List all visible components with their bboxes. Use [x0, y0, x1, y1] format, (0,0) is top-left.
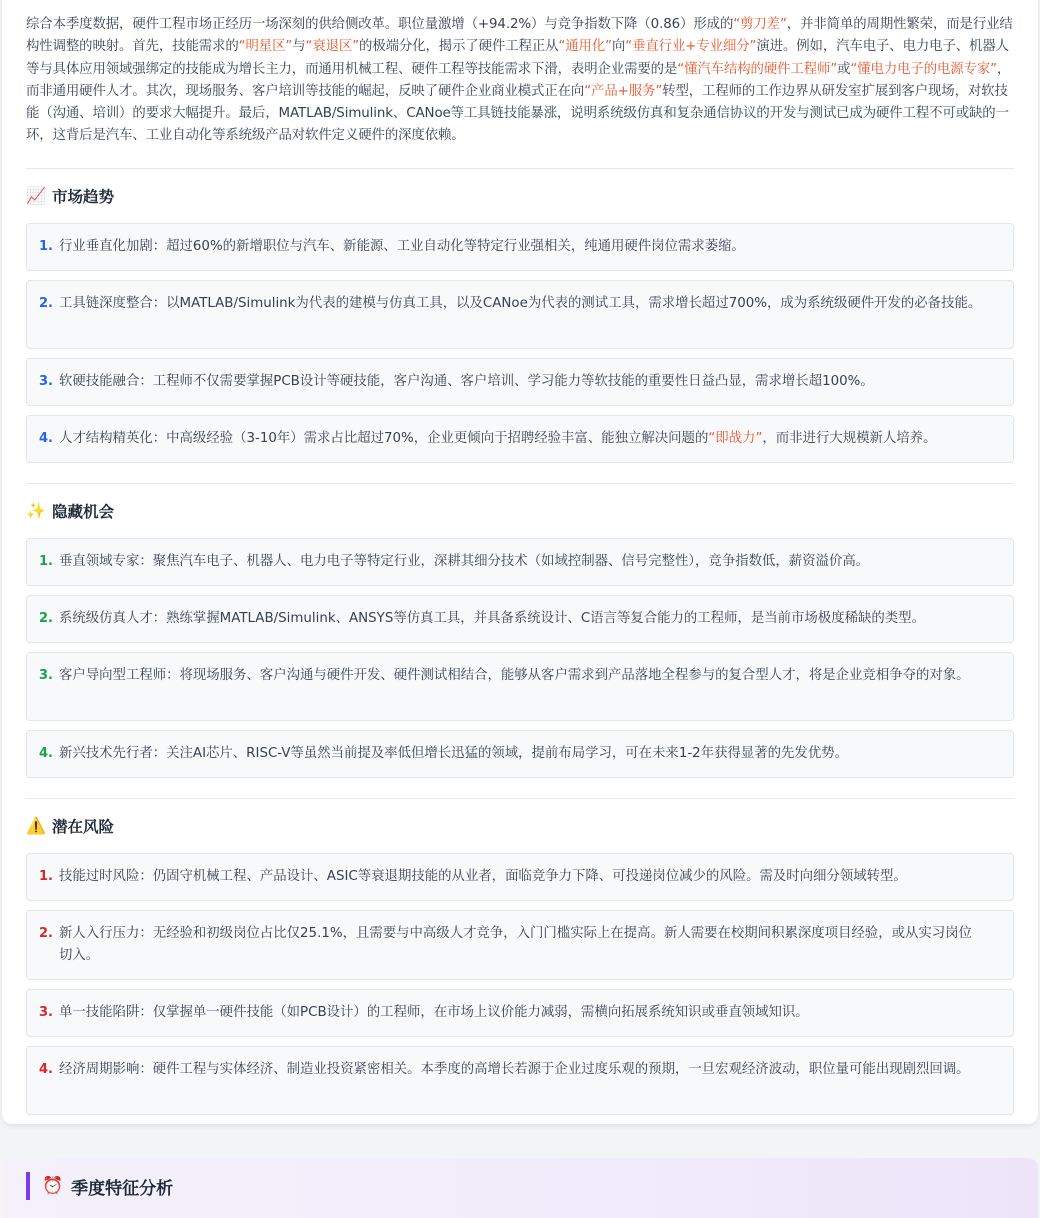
list-item: 3. 单一技能陷阱：仅掌握单一硬件技能（如PCB设计）的工程师，在市场上议价能力减弱，需横向拓展系统知识或垂直领域知识。 [26, 989, 1014, 1037]
highlight-vertical-specialization: “垂直行业+专业细分” [625, 39, 757, 55]
highlight-decline-zone: “衰退区” [305, 39, 360, 55]
section-title: 潜在风险 [52, 817, 115, 836]
list-item: 3. 客户导向型工程师：将现场服务、客户沟通与硬件开发、硬件测试相结合，能够从客户需求到产品落地全程参与的复合型人才，将是企业竞相争夺的对象。 [26, 652, 1014, 721]
list-item: 1. 技能过时风险：仍固守机械工程、产品设计、ASIC等衰退期技能的从业者，面临竞争力下降、可投递岗位减少的风险。需及时向细分领域转型。 [26, 853, 1014, 901]
list-item: 4. 人才结构精英化：中高级经验（3-10年）需求占比超过70%，企业更倾向于招聘经验丰富、能独立解决问题的“即战力”，而非进行大规模新人培养。 [26, 415, 1014, 463]
potential-risks-section [26, 799, 1014, 1136]
hidden-opportunities-section [26, 484, 1014, 799]
hidden-opportunities-heading [26, 498, 1014, 524]
list-item: 1. 垂直领域专家：聚焦汽车电子、机器人、电力电子等特定行业，深耕其细分技术（如域控制器、信号完整性），竞争指数低，薪资溢价高。 [26, 538, 1014, 586]
highlight-ready-talent: “即战力” [708, 430, 763, 446]
highlight-product-service: “产品+服务” [584, 83, 663, 99]
potential-risks-heading [26, 813, 1014, 839]
list-item: 4. 经济周期影响：硬件工程与实体经济、制造业投资紧密相关。本季度的高增长若源于企业过度乐观的预期，一旦宏观经济波动，职位量可能出现剧烈回调。 [26, 1046, 1014, 1115]
quarterly-features-heading [26, 1172, 1014, 1200]
market-trends-heading [26, 183, 1014, 209]
highlight-power-expert: “懂电力电子的电源专家” [850, 61, 998, 77]
analysis-card [2, 0, 1038, 1124]
highlight-scissors-gap: “剪刀差” [733, 17, 787, 32]
summary-paragraph: 综合本季度数据，硬件工程市场正经历一场深刻的供给侧改革。职位量激增（+94.2%）与竞争指数下降（0.86）形成的“剪刀差”，并非简单的周期性繁荣，而是行业结构性调整的映射。首先，技能需求的“明星区”与“衰退区”的极端分化，揭示了硬件工程正从“通用化”向“垂直行业+专业细分”演进。例如，汽车电子、电力电子、机器人等与具体应用领域强绑定的技能成为增长主力，而通用机械工程、硬件工程等技能需求下滑，表明企业需要的是“懂汽车结构的硬件工程师”或“懂电力电子的电源专家”，而非通用硬件人才。其次，现场服务、客户培训等技能的崛起，反映了硬件企业商业模式正在向“产品+服务”转型，工程师的工作边界从研发室扩展到客户现场，对软技能（沟通、培训）的要求大幅提升。最后，MATLAB/Simulink、CANoe等工具链技能暴涨，说明系统级仿真和复杂通信协议的开发与测试已成为硬件工程不可或缺的一环，这背后是汽车、工业自动化等系统级产品对软件定义硬件的深度依赖。 [26, 14, 1014, 169]
highlight-star-zone: “明星区” [238, 39, 293, 55]
section-title: 季度特征分析 [71, 1178, 174, 1199]
list-item: 4. 新兴技术先行者：关注AI芯片、RISC-V等虽然当前提及率低但增长迅猛的领域，提前布局学习，可在未来1-2年获得显著的先发优势。 [26, 730, 1014, 778]
quarterly-features-panel [2, 1158, 1038, 1218]
alarm-clock-icon: ⏰ [42, 1176, 64, 1196]
list-item: 2. 工具链深度整合：以MATLAB/Simulink为代表的建模与仿真工具，以及CANoe为代表的测试工具，需求增长超过700%，成为系统级硬件开发的必备技能。 [26, 280, 1014, 349]
section-title: 市场趋势 [52, 187, 115, 206]
highlight-generalization: “通用化” [558, 39, 612, 55]
sparkles-icon: ✨ [26, 501, 46, 521]
market-trends-section [26, 169, 1014, 484]
list-item: 2. 系统级仿真人才：熟练掌握MATLAB/Simulink、ANSYS等仿真工具，并具备系统设计、C语言等复合能力的工程师，是当前市场极度稀缺的类型。 [26, 595, 1014, 643]
chart-increasing-icon: 📈 [26, 186, 46, 206]
warning-icon: ⚠️ [26, 816, 46, 836]
list-item: 1. 行业垂直化加剧：超过60%的新增职位与汽车、新能源、工业自动化等特定行业强相关，纯通用硬件岗位需求萎缩。 [26, 223, 1014, 271]
highlight-auto-hw-engineer: “懂汽车结构的硬件工程师” [677, 61, 838, 77]
list-item: 3. 软硬技能融合：工程师不仅需要掌握PCB设计等硬技能，客户沟通、客户培训、学习能力等软技能的重要性日益凸显，需求增长超100%。 [26, 358, 1014, 406]
list-item: 2. 新人入行压力：无经验和初级岗位占比仅25.1%，且需要与中高级人才竞争，入门门槛实际上在提高。新人需要在校期间积累深度项目经验，或从实习岗位切入。 [26, 910, 1014, 981]
section-title: 隐藏机会 [52, 502, 115, 521]
